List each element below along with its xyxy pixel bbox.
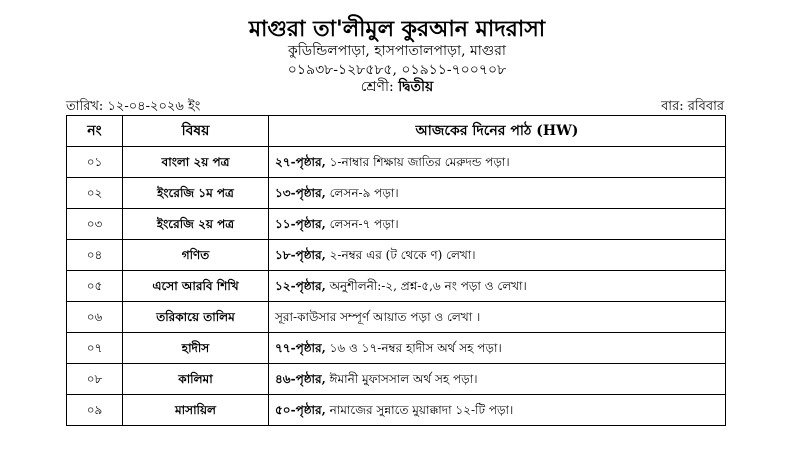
page-title: মাগুরা তা'লীমুল কুরআন মাদরাসা [248, 16, 546, 42]
row-subject: মাসায়িল [123, 395, 269, 426]
row-subject: ইংরেজি ২য় পত্র [123, 209, 269, 240]
lesson-page: ৪৬-পৃষ্ঠার, [275, 372, 326, 386]
lesson-text: ২-নম্বর এর (ট থেকে ণ) লেখা। [325, 248, 476, 262]
row-lesson [269, 302, 726, 333]
lesson-text: ১-নাম্বার শিক্ষায় জাতির মেরুদন্ড পড়া। [325, 155, 510, 169]
table-row [67, 333, 726, 364]
row-subject: ইংরেজি ১ম পত্র [123, 178, 269, 209]
lesson-text: ঈমানী মুফাসসাল অর্থ সহ পড়া। [325, 372, 478, 386]
row-number: ০৫ [67, 271, 123, 302]
row-number: ০৬ [67, 302, 123, 333]
column-header-lesson: আজকের দিনের পাঠ (HW) [269, 116, 726, 147]
lesson-page: ১৩-পৃষ্ঠার, [275, 186, 326, 200]
row-subject: কালিমা [123, 364, 269, 395]
table-row [67, 209, 726, 240]
row-number: ০৪ [67, 240, 123, 271]
row-lesson [269, 209, 726, 240]
class-label: শ্রেণী: [360, 79, 394, 95]
date-text: তারিখ: ১২-০৪-২০২৬ ইং [66, 99, 201, 114]
row-subject: হাদীস [123, 333, 269, 364]
lesson-page: ৫০-পৃষ্ঠার, [275, 403, 326, 417]
row-lesson [269, 271, 726, 302]
lesson-page: ১১-পৃষ্ঠার, [275, 217, 326, 231]
lesson-page: ২৭-পৃষ্ঠার, [275, 155, 326, 169]
lesson-page: ১৮-পৃষ্ঠার, [275, 248, 326, 262]
row-lesson [269, 333, 726, 364]
lesson-page: ১২-পৃষ্ঠার, [275, 279, 326, 293]
row-number: ০১ [67, 147, 123, 178]
row-number: ০৭ [67, 333, 123, 364]
lesson-text: সূরা-কাউসার সম্পূর্ণ আয়াত পড়া ও লেখা । [275, 310, 481, 324]
lesson-text: নামাজের সুন্নাতে মুয়াক্কাদা ১২-টি পড়া। [325, 403, 514, 417]
table-row [67, 302, 726, 333]
school-phones: ০১৯৩৮-১২৮৫৮৫, ০১৯১১-৭০০৭০৮ [287, 62, 507, 78]
row-lesson [269, 178, 726, 209]
lesson-text: লেসন-৭ পড়া। [325, 217, 399, 231]
row-subject: এসো আরবি শিখি [123, 271, 269, 302]
lesson-text: লেসন-৯ পড়া। [325, 186, 399, 200]
row-subject: তরিকায়ে তালিম [123, 302, 269, 333]
lesson-page: ৭৭-পৃষ্ঠার, [275, 341, 326, 355]
row-number: ০৮ [67, 364, 123, 395]
school-address: কুডিন্ডিলপাড়া, হাসপাতালপাড়া, মাগুরা [288, 43, 506, 59]
homework-table [66, 115, 726, 426]
row-subject: বাংলা ২য় পত্র [123, 147, 269, 178]
table-row [67, 178, 726, 209]
table-row [67, 364, 726, 395]
row-number: ০৯ [67, 395, 123, 426]
table-row [67, 271, 726, 302]
column-header-subject: বিষয় [123, 116, 269, 147]
row-lesson [269, 364, 726, 395]
row-lesson [269, 395, 726, 426]
day-text: বার: রবিবার [661, 99, 724, 114]
row-lesson [269, 240, 726, 271]
row-number: ০৩ [67, 209, 123, 240]
column-header-no: নং [67, 116, 123, 147]
row-subject: গণিত [123, 240, 269, 271]
table-row [67, 240, 726, 271]
table-row [67, 147, 726, 178]
row-number: ০২ [67, 178, 123, 209]
lesson-text: অনুশীলনী:-২, প্রশ্ন-৫,৬ নং পড়া ও লেখা। [325, 279, 527, 293]
table-row [67, 395, 726, 426]
class-value: দ্বিতীয় [398, 79, 434, 95]
table-header-row [67, 116, 726, 147]
lesson-text: ১৬ ও ১৭-নম্বর হাদীস অর্থ সহ পড়া। [325, 341, 502, 355]
row-lesson [269, 147, 726, 178]
class-line [0, 80, 794, 94]
